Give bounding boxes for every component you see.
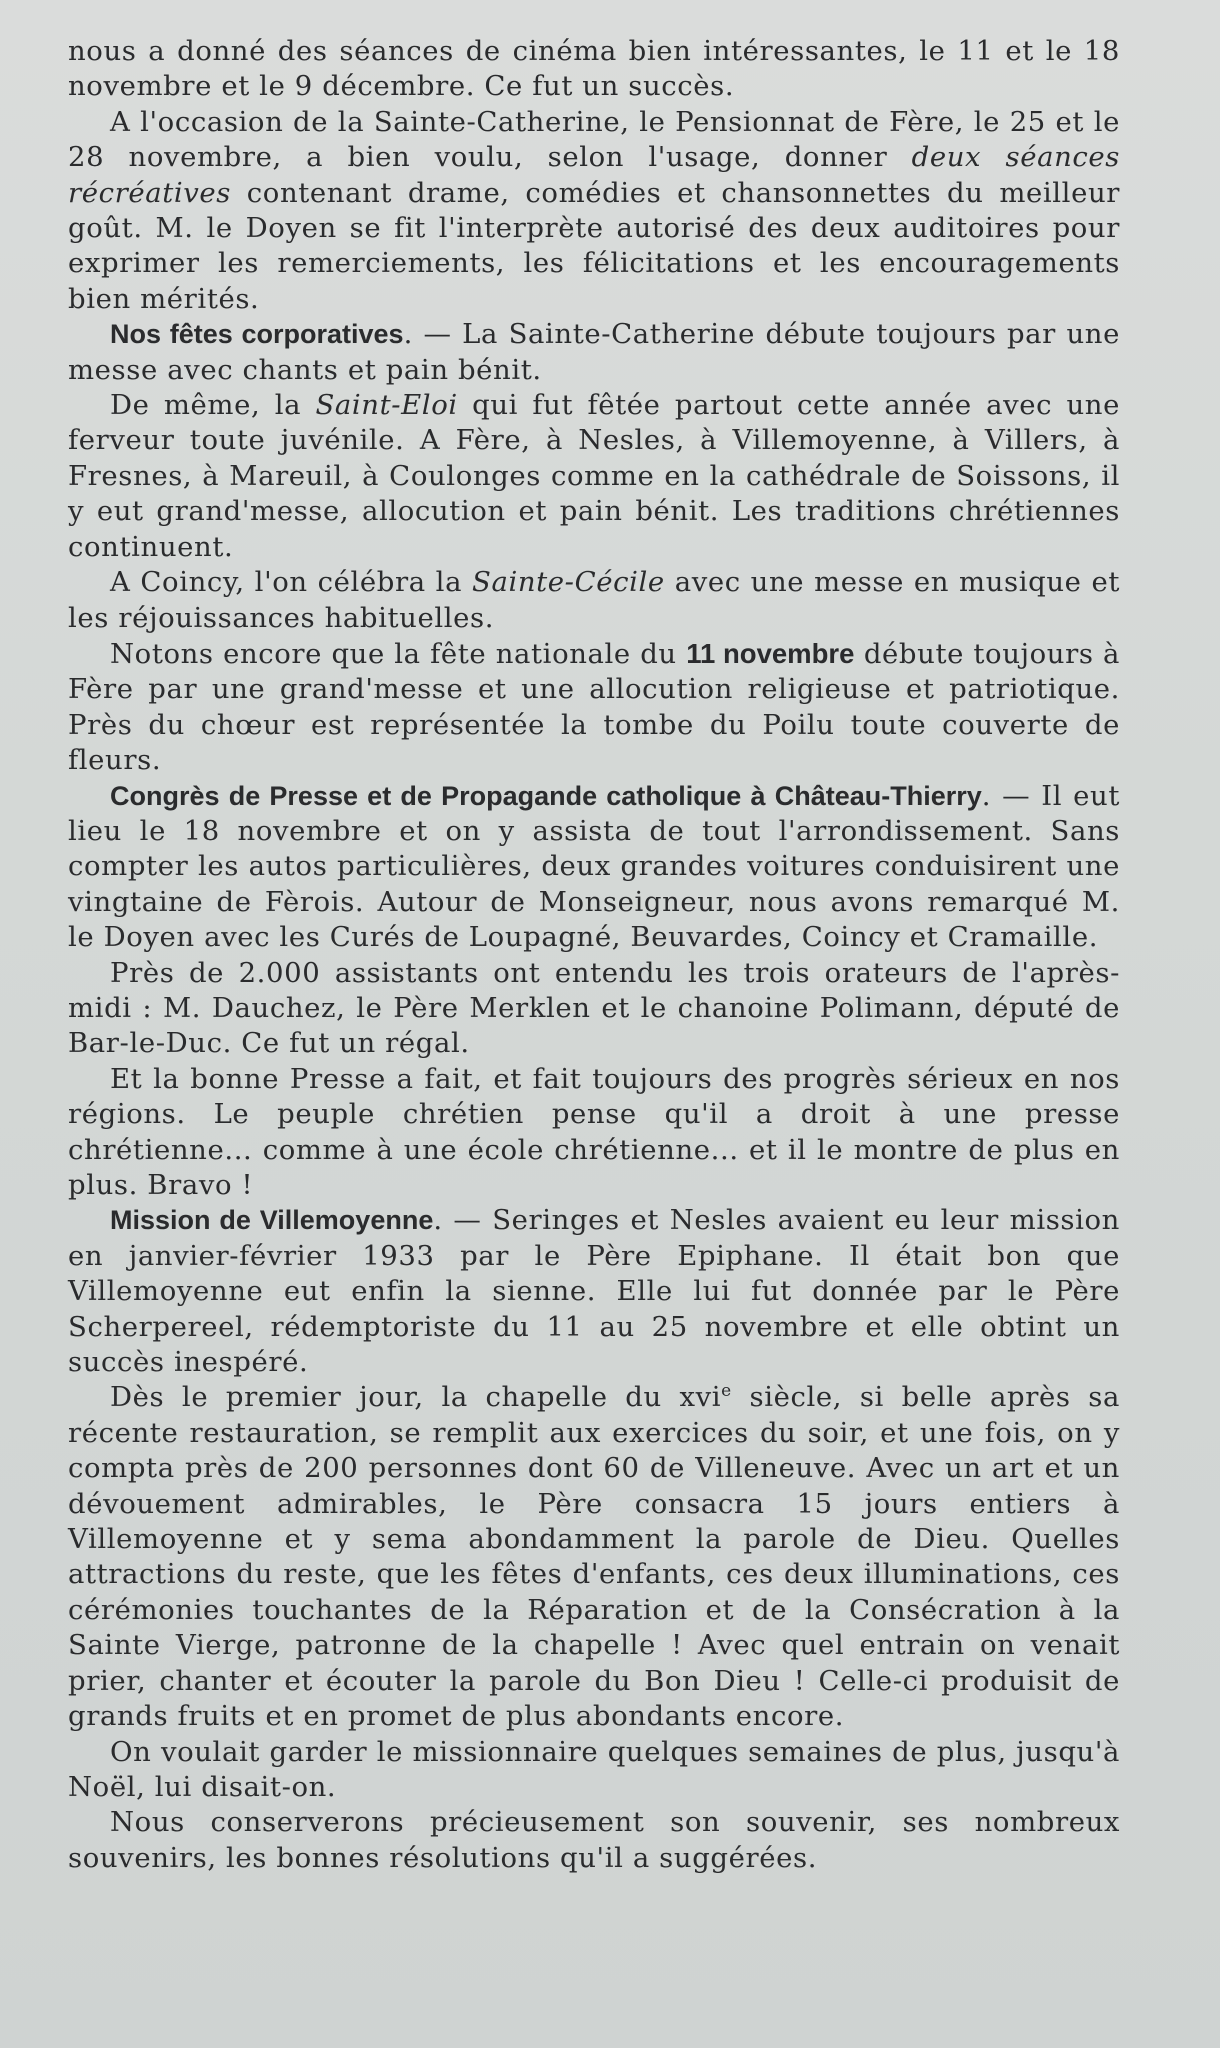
bold-date: 11 novembre: [686, 637, 855, 669]
paragraph-missionnaire: On voulait garder le missionnaire quelques semaines de plus, jusqu'à Noël, lui disait-on.: [68, 1735, 1120, 1803]
paragraph-souvenir: Nous conserverons précieusement son souvenir, ses nombreux souvenirs, les bonnes résolutions qu'il a suggérées.: [68, 1806, 1120, 1874]
paragraph-bonne-presse: Et la bonne Presse a fait, et fait toujours des progrès sérieux en nos régions. Le peuple chrétien pense qu'il a droit à une presse chrétienne... comme à une école chrétienne... et il le montre de plus en plus. Bravo !: [68, 1062, 1120, 1201]
paragraph-11-novembre: Notons encore que la fête nationale du 11 novembre débute toujours à Fère par une grand'messe et une allocution religieuse et patriotique. Près du chœur est représentée la tombe du Poilu toute couverte de fleurs.: [68, 637, 1120, 777]
paragraph-orateurs: Près de 2.000 assistants ont entendu les trois orateurs de l'après-midi : M. Dauchez, le Père Merklen et le chanoine Polimann, député de Bar-le-Duc. Ce fut un régal.: [68, 956, 1120, 1060]
article-text: [68, 34, 1120, 1876]
paragraph-chapelle: Dès le premier jour, la chapelle du xvi$^e$ siècle, si belle après sa récente restauration, se remplit aux exercices du soir, et une fois, on y compta près de 200 personnes dont 60 de Villeneuve. Avec un art et un dévouement admirables, le Père consacra 15 jours entiers à Villemoyenne et y sema abondamment la parole de Dieu. Quelles attractions du reste, que les fêtes d'enfants, ces deux illuminations, ces cérémonies touchantes de la Réparation et de la Consécration à la Sainte Vierge, patronne de la chapelle ! Avec quel entrain on venait prier, chanter et écouter la parole du Bon Dieu ! Celle-ci produisit de grands fruits et en promet de plus abondants encore.: [68, 1381, 1120, 1733]
superscript: e: [721, 1381, 732, 1402]
paragraph-congres: Congrès de Presse et de Propagande catholique à Château-Thierry. — Il eut lieu le 18 novembre et on y assista de tout l'arrondissement. Sans compter les autos particulières, deux grandes voitures conduisirent une vingtaine de Fèrois. Autour de Monseigneur, nous avons remarqué M. le Doyen avec les Curés de Loupagné, Beuvardes, Coincy et Cramaille.: [68, 779, 1120, 954]
italic-text: Saint-Eloi: [315, 389, 458, 422]
italic-text: Sainte-Cécile: [472, 566, 665, 599]
section-heading: Mission de Villemoyenne: [110, 1205, 434, 1236]
section-heading: Nos fêtes corporatives: [110, 319, 404, 350]
paragraph-cinema: nous a donné des séances de cinéma bien intéressantes, le 11 et le 18 novembre et le 9 décembre. Ce fut un succès.: [68, 35, 1120, 103]
italic-text: deux séances récréatives: [68, 141, 1120, 209]
paragraph-fetes-corporatives: Nos fêtes corporatives. — La Sainte-Catherine débute toujours par une messe avec chants et pain bénit.: [68, 318, 1120, 386]
paragraph-saint-eloi: De même, la Saint-Eloi qui fut fêtée partout cette année avec une ferveur toute juvénile. A Fère, à Nesles, à Villemoyenne, à Villers, à Fresnes, à Mareuil, à Coulonges comme en la cathédrale de Soissons, il y eut grand'messe, allocution et pain bénit. Les traditions chrétiennes continuent.: [68, 389, 1120, 563]
paragraph-coincy: A Coincy, l'on célébra la Sainte-Cécile avec une messe en musique et les réjouissances habituelles.: [68, 566, 1120, 634]
paragraph-sainte-catherine: A l'occasion de la Sainte-Catherine, le Pensionnat de Fère, le 25 et le 28 novembre, a bien voulu, selon l'usage, donner deux séances récréatives contenant drame, comédies et chansonnettes du meilleur goût. M. le Doyen se fit l'interprète autorisé des deux auditoires pour exprimer les remerciements, les félicitations et les encouragements bien mérités.: [68, 105, 1120, 315]
paragraph-mission: Mission de Villemoyenne. — Seringes et Nesles avaient eu leur mission en janvier-février 1933 par le Père Epiphane. Il était bon que Villemoyenne eut enfin la sienne. Elle lui fut donnée par le Père Scherpereel, rédemptoriste du 11 au 25 novembre et elle obtint un succès inespéré.: [68, 1204, 1120, 1379]
section-heading: Congrès de Presse et de Propagande catholique à Château-Thierry: [110, 780, 982, 811]
